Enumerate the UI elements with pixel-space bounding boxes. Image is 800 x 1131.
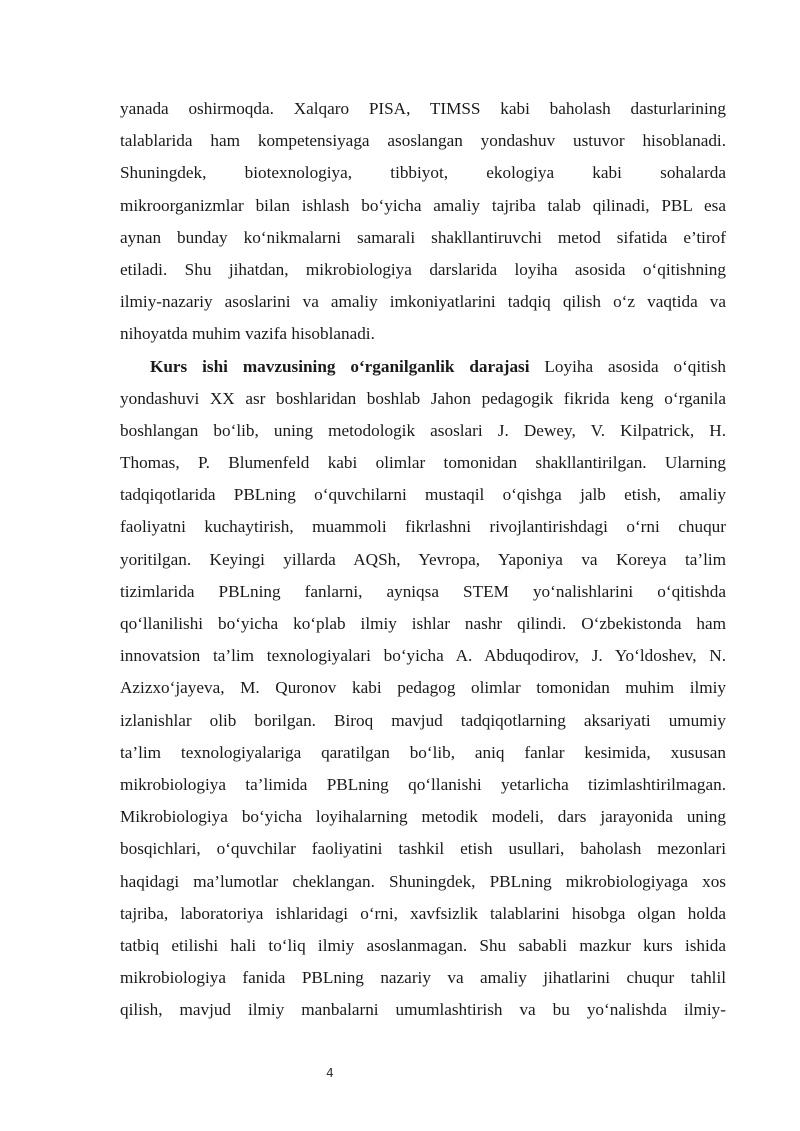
text-line <box>120 351 726 383</box>
text-line: tadqiqotlarida PBLning o‘quvchilarni mustaqil o‘qishga jalb etish, amaliy <box>120 485 726 505</box>
text-line: aynan bunday ko‘nikmalarni samarali shakllantiruvchi metod sifatida e’tirof <box>120 227 726 247</box>
text-line: haqidagi ma’lumotlar cheklangan. Shuningdek, PBLning mikrobiologiyaga xos <box>120 871 726 891</box>
paragraph <box>120 93 726 351</box>
text-line: izlanishlar olib borilgan. Biroq mavjud tadqiqotlarning aksariyati umumiy <box>120 710 726 730</box>
text-line: tizimlarida PBLning fanlarni, ayniqsa STEM yo‘nalishlarini o‘qitishda <box>120 581 726 601</box>
text-line: bosqichlari, o‘quvchilar faoliyatini tashkil etish usullari, baholash mezonlari <box>120 839 726 859</box>
paragraph <box>120 351 726 1027</box>
text-line: mikrobiologiya fanida PBLning nazariy va amaliy jihatlarini chuqur tahlil <box>120 968 726 988</box>
text-line: Shuningdek, biotexnologiya, tibbiyot, ekologiya kabi sohalarda <box>120 163 726 183</box>
text-line: nihoyatda muhim vazifa hisoblanadi. <box>120 324 375 344</box>
text-line: Mikrobiologiya bo‘yicha loyihalarning metodik modeli, dars jarayonida uning <box>120 807 726 827</box>
page-number: 4 <box>326 1066 334 1080</box>
text-line: etiladi. Shu jihatdan, mikrobiologiya darslarida loyiha asosida o‘qitishning <box>120 259 726 279</box>
section-heading: Kurs ishi mavzusining o‘rganilganlik darajasi <box>150 356 530 376</box>
text-line: boshlangan bo‘lib, uning metodologik asoslari J. Dewey, V. Kilpatrick, H. <box>120 420 726 440</box>
text-line: Azizxo‘jayeva, M. Quronov kabi pedagog olimlar tomonidan muhim ilmiy <box>120 678 726 698</box>
text-line: tatbiq etilishi hali to‘liq ilmiy asoslanmagan. Shu sababli mazkur kurs ishida <box>120 935 726 955</box>
text-line: talablarida ham kompetensiyaga asoslangan yondashuv ustuvor hisoblanadi. <box>120 131 726 151</box>
text-line: mikrobiologiya ta’limida PBLning qo‘llanishi yetarlicha tizimlashtirilmagan. <box>120 774 726 794</box>
text-line: qo‘llanilishi bo‘yicha ko‘plab ilmiy ishlar nashr qilindi. O‘zbekistonda ham <box>120 614 726 633</box>
text-line: yondashuvi XX asr boshlaridan boshlab Jahon pedagogik fikrida keng o‘rganila <box>120 388 726 408</box>
text-line: qilish, mavjud ilmiy manbalarni umumlashtirish va bu yo‘nalishda ilmiy- <box>120 1000 726 1020</box>
text-line: yoritilgan. Keyingi yillarda AQSh, Yevropa, Yaponiya va Koreya ta’lim <box>120 549 726 569</box>
text-line: tajriba, laboratoriya ishlaridagi o‘rni, xavfsizlik talablarini hisobga olgan holda <box>120 903 726 923</box>
text-line: Thomas, P. Blumenfeld kabi olimlar tomonidan shakllantirilgan. Ularning <box>120 453 726 473</box>
text-line: innovatsion ta’lim texnologiyalari bo‘yicha A. Abduqodirov, J. Yo‘ldoshev, N. <box>120 646 726 666</box>
text-line: ta’lim texnologiyalariga qaratilgan bo‘lib, aniq fanlar kesimida, xususan <box>120 742 726 762</box>
text-line: mikroorganizmlar bilan ishlash bo‘yicha amaliy tajriba talab qilinadi, PBL esa <box>120 195 726 215</box>
text-line: yanada oshirmoqda. Xalqaro PISA, TIMSS kabi baholash dasturlarining <box>120 99 726 118</box>
text-fragment: Loyiha asosida o‘qitish <box>544 356 726 376</box>
text-line: faoliyatni kuchaytirish, muammoli fikrlashni rivojlantirishdagi o‘rni chuqur <box>120 517 726 537</box>
page-body <box>120 93 726 1026</box>
text-line: ilmiy-nazariy asoslarini va amaliy imkoniyatlarini tadqiq qilish o‘z vaqtida va <box>120 292 726 312</box>
